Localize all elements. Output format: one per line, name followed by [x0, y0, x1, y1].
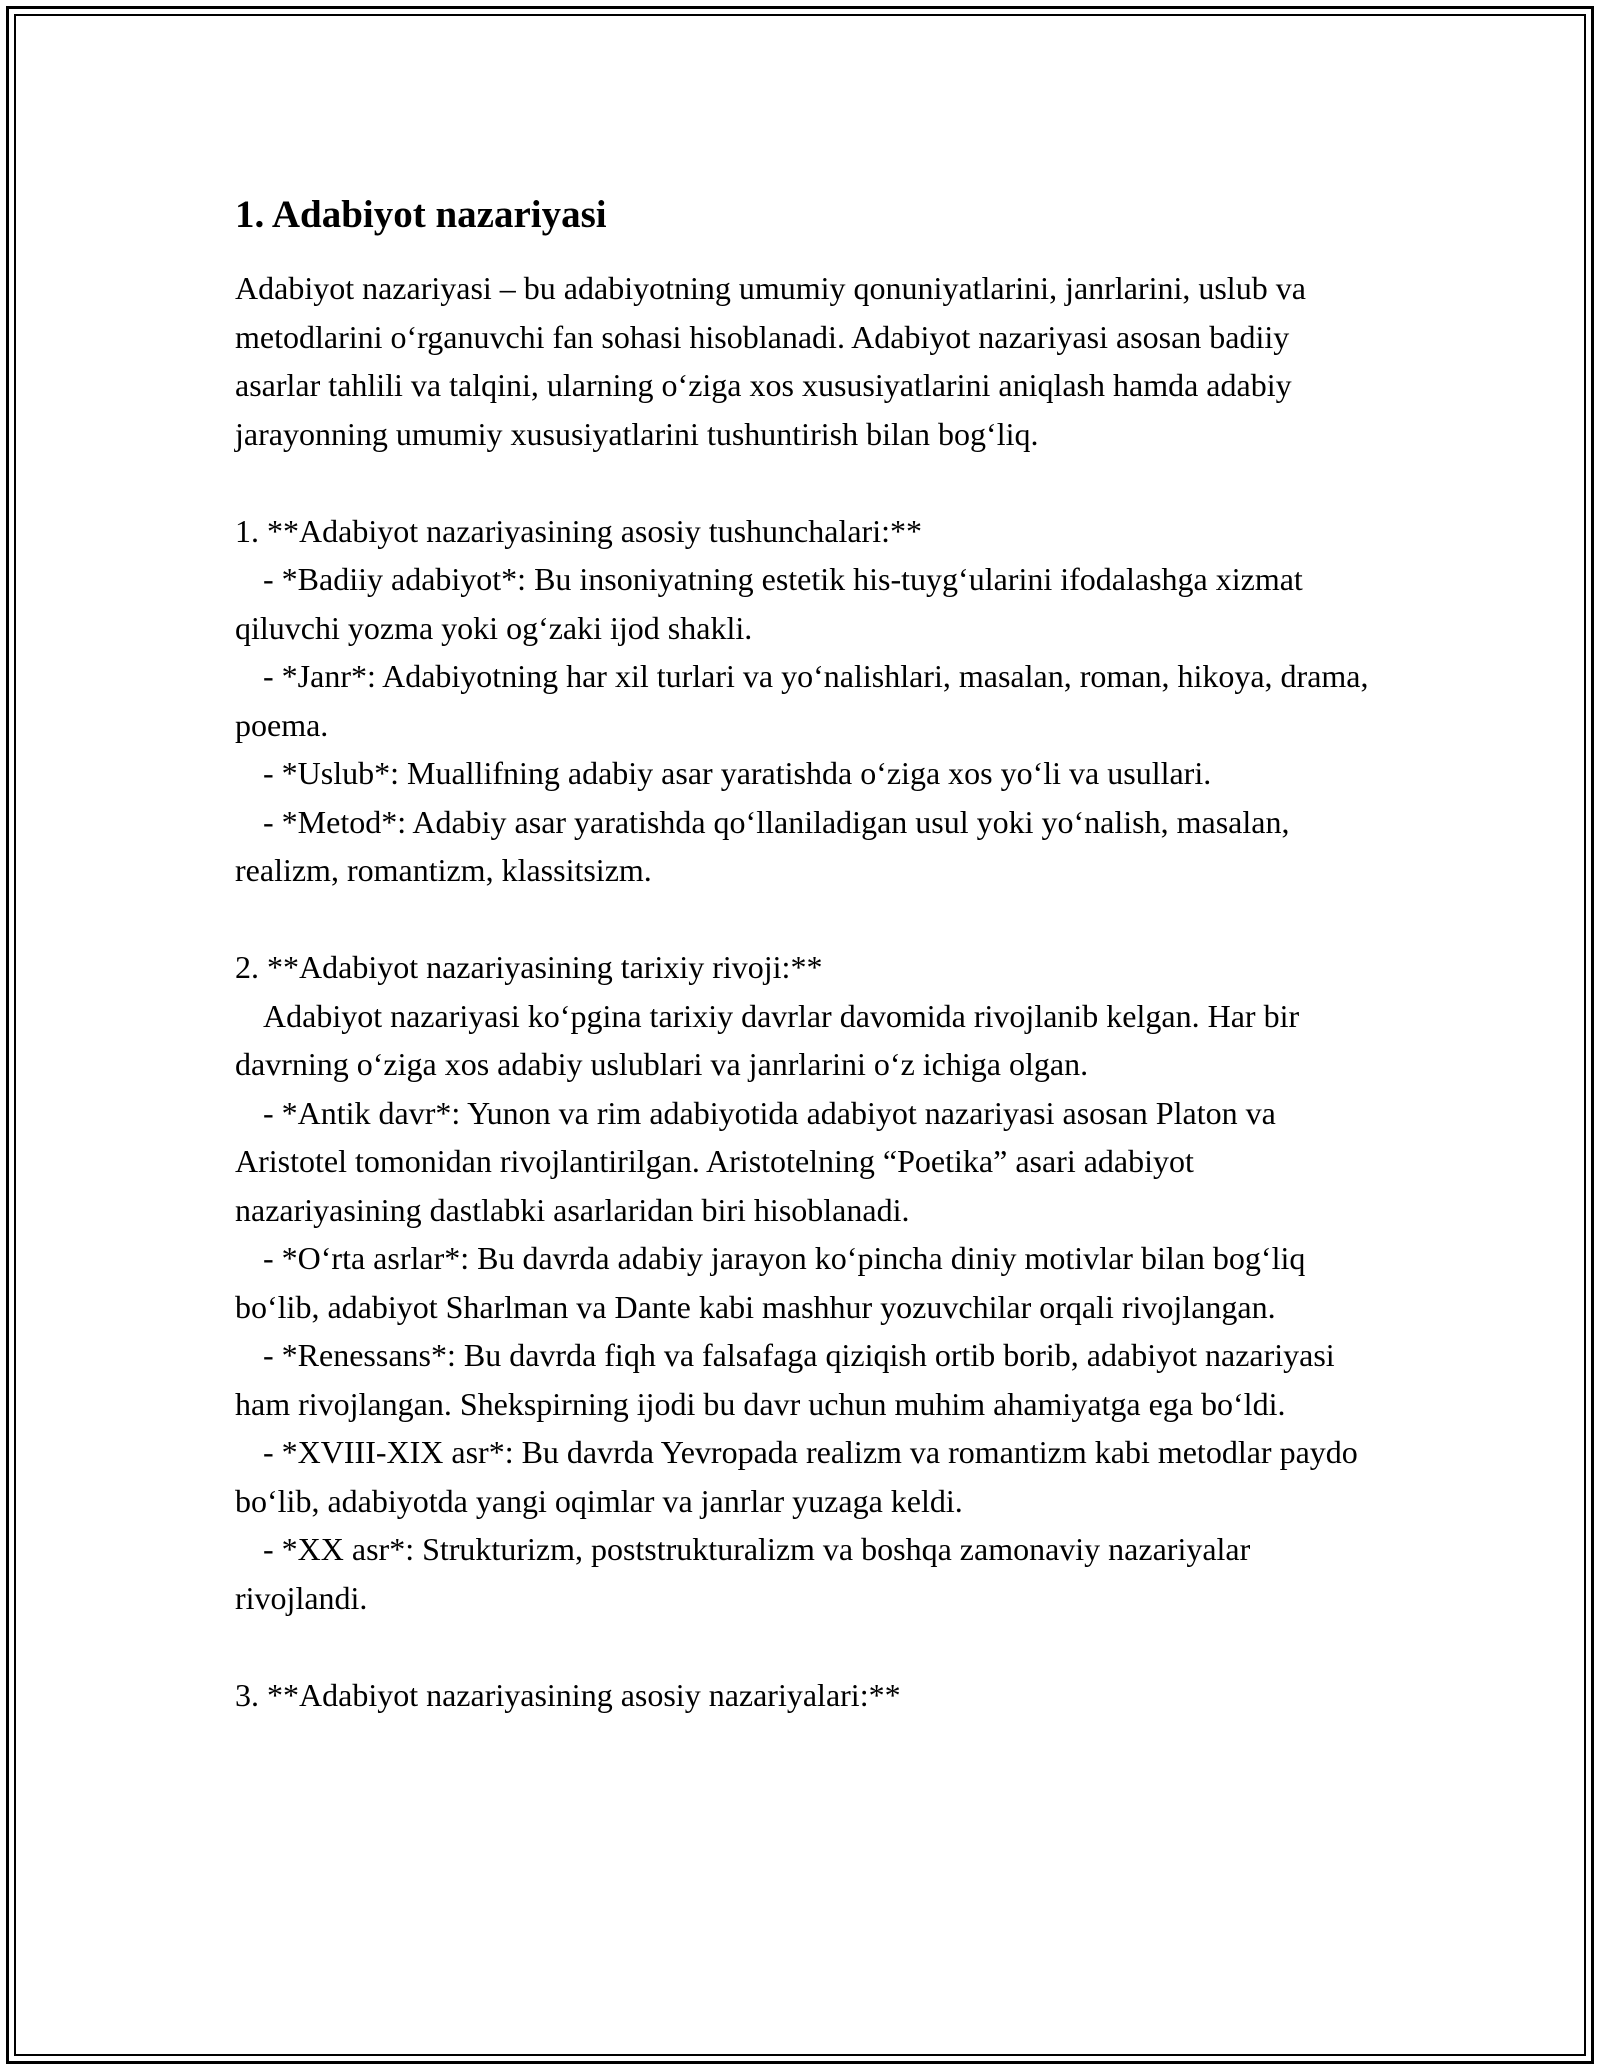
section-1-heading: 1. **Adabiyot nazariyasining asosiy tushunchalari:**	[235, 512, 922, 549]
section-1-item-janr	[235, 652, 1375, 749]
section-2-item-antik	[235, 1089, 1375, 1235]
list-item-text: - *Metod*: Adabiy asar yaratishda qoʻllaniladigan usul yoki yoʻnalish, masalan, realizm, romantizm, klassitsizm.	[235, 803, 1298, 888]
list-item-text: - *Antik davr*: Yunon va rim adabiyotida adabiyot nazariyasi asosan Platon va Aristotel tomonidan rivojlantirilgan. Aristotelning “Poetika” asari adabiyot nazariyasining dastlabki asarlaridan biri hisoblanadi.	[235, 1094, 1283, 1228]
spacer	[235, 458, 1375, 507]
list-item-text: - *XX asr*: Strukturizm, poststrukturalizm va boshqa zamonaviy nazariyalar rivojlandi.	[235, 1531, 1259, 1616]
section-1-item-badiiy	[235, 555, 1375, 652]
list-item-text: - *Janr*: Adabiyotning har xil turlari va yoʻnalishlari, masalan, roman, hikoya, drama, poema.	[235, 658, 1377, 743]
list-item-text: - *Oʻrta asrlar*: Bu davrda adabiy jarayon koʻpincha diniy motivlar bilan bogʻliq boʻlib, adabiyot Sharlman va Dante kabi mashhur yozuvchilar orqali rivojlangan.	[235, 1240, 1314, 1325]
spacer	[235, 895, 1375, 944]
list-item-text: - *Badiiy adabiyot*: Bu insoniyatning estetik his-tuygʻularini ifodalashga xizmat qiluvchi yozma yoki ogʻzaki ijod shakli.	[235, 561, 1311, 646]
list-item-text: - *Uslub*: Muallifning adabiy asar yaratishda oʻziga xos yoʻli va usullari.	[263, 755, 1212, 791]
section-2-intro-text: Adabiyot nazariyasi koʻpgina tarixiy davrlar davomida rivojlanib kelgan. Har bir davrning oʻziga xos adabiy uslublari va janrlarini oʻz ichiga olgan.	[235, 997, 1308, 1082]
section-2-item-xx	[235, 1525, 1375, 1622]
document-title: 1. Adabiyot nazariyasi	[235, 193, 607, 236]
section-2-item-xviii-xix	[235, 1428, 1375, 1525]
section-2-intro	[235, 992, 1375, 1089]
section-3-heading: 3. **Adabiyot nazariyasining asosiy nazariyalari:**	[235, 1676, 901, 1713]
section-2-item-renessans	[235, 1331, 1375, 1428]
section-2-item-orta-asrlar	[235, 1234, 1375, 1331]
section-1-item-uslub	[235, 749, 1375, 798]
list-item-text: - *XVIII-XIX asr*: Bu davrda Yevropada realizm va romantizm kabi metodlar paydo boʻlib, adabiyotda yangi oqimlar va janrlar yuzaga keldi.	[235, 1434, 1366, 1519]
document-body	[235, 186, 1375, 1719]
section-1-item-metod	[235, 798, 1375, 895]
spacer	[235, 1622, 1375, 1671]
list-item-text: - *Renessans*: Bu davrda fiqh va falsafaga qiziqish ortib borib, adabiyot nazariyasi ham rivojlangan. Shekspirning ijodi bu davr uchun muhim ahamiyatga ega boʻldi.	[235, 1337, 1343, 1422]
section-2-heading: 2. **Adabiyot nazariyasining tarixiy rivoji:**	[235, 949, 823, 985]
intro-paragraph: Adabiyot nazariyasi – bu adabiyotning umumiy qonuniyatlarini, janrlarini, uslub va metodlarini oʻrganuvchi fan sohasi hisoblanadi. Adabiyot nazariyasi asosan badiiy asarlar tahlili va talqini, ularning oʻziga xos xususiyatlarini aniqlash hamda adabiy jarayonning umumiy xususiyatlarini tushuntirish bilan bogʻliq.	[235, 270, 1306, 452]
